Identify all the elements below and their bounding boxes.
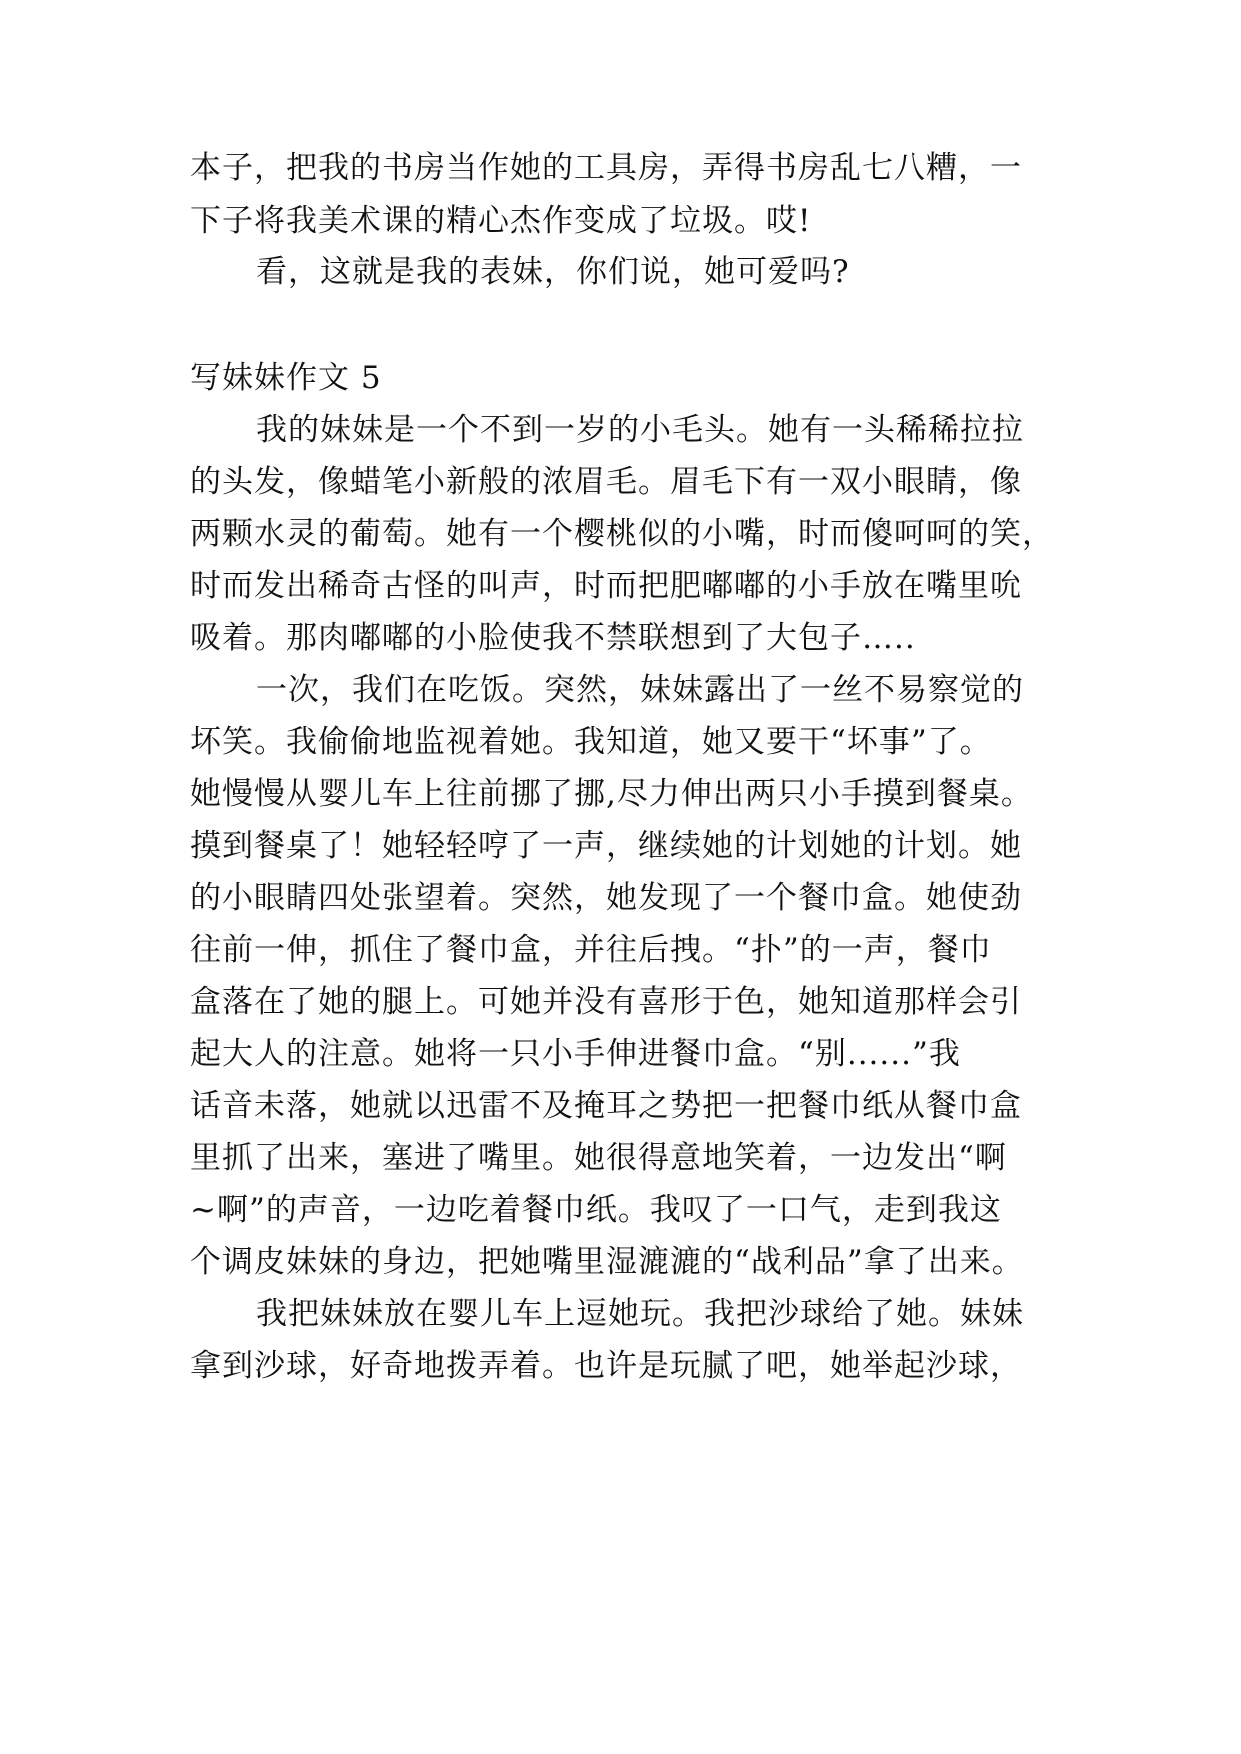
text-line: 一次，我们在吃饭。突然，妹妹露出了一丝不易察觉的 xyxy=(256,672,1024,708)
text-line: 个调皮妹妹的身边，把她嘴里湿漉漉的“战利品”拿了出来。 xyxy=(190,1244,1024,1280)
text-line: 我的妹妹是一个不到一岁的小毛头。她有一头稀稀拉拉 xyxy=(256,412,1024,448)
text-line: 坏笑。我偷偷地监视着她。我知道，她又要干“坏事”了。 xyxy=(190,724,992,760)
text-line: 话音未落，她就以迅雷不及掩耳之势把一把餐巾纸从餐巾盒 xyxy=(190,1088,1022,1124)
text-line: 的小眼睛四处张望着。突然，她发现了一个餐巾盒。她使劲 xyxy=(190,880,1022,916)
text-line: 吸着。那肉嘟嘟的小脸使我不禁联想到了大包子….. xyxy=(190,620,916,656)
text-line: 本子，把我的书房当作她的工具房，弄得书房乱七八糟，一 xyxy=(190,150,1022,186)
text-line: 拿到沙球，好奇地拨弄着。也许是玩腻了吧，她举起沙球， xyxy=(190,1348,1022,1384)
text-line: 我把妹妹放在婴儿车上逗她玩。我把沙球给了她。妹妹 xyxy=(256,1296,1024,1332)
text-line: ~啊”的声音，一边吃着餐巾纸。我叹了一口气，走到我这 xyxy=(190,1192,1002,1228)
text-line: 摸到餐桌了！她轻轻哼了一声，继续她的计划她的计划。她 xyxy=(190,828,1022,864)
text-line: 她慢慢从婴儿车上往前挪了挪,尽力伸出两只小手摸到餐桌。 xyxy=(190,776,1033,812)
text-line: 往前一伸，抓住了餐巾盒，并往后拽。“扑”的一声，餐巾 xyxy=(190,932,992,968)
text-line: 里抓了出来，塞进了嘴里。她很得意地笑着，一边发出“啊 xyxy=(190,1140,1007,1176)
text-line: 时而发出稀奇古怪的叫声，时而把肥嘟嘟的小手放在嘴里吮 xyxy=(190,568,1022,604)
text-line: 下子将我美术课的精心杰作变成了垃圾。哎! xyxy=(190,203,812,239)
text-line: 起大人的注意。她将一只小手伸进餐巾盒。“别......”我 xyxy=(190,1036,961,1072)
text-line: 盒落在了她的腿上。可她并没有喜形于色，她知道那样会引 xyxy=(190,984,1022,1020)
text-line: 看，这就是我的表妹，你们说，她可爱吗? xyxy=(256,254,850,290)
text-line: 两颗水灵的葡萄。她有一个樱桃似的小嘴，时而傻呵呵的笑， xyxy=(190,516,1054,552)
text-line: 的头发，像蜡笔小新般的浓眉毛。眉毛下有一双小眼睛，像 xyxy=(190,464,1022,500)
section-heading: 写妹妹作文 5 xyxy=(190,360,382,396)
